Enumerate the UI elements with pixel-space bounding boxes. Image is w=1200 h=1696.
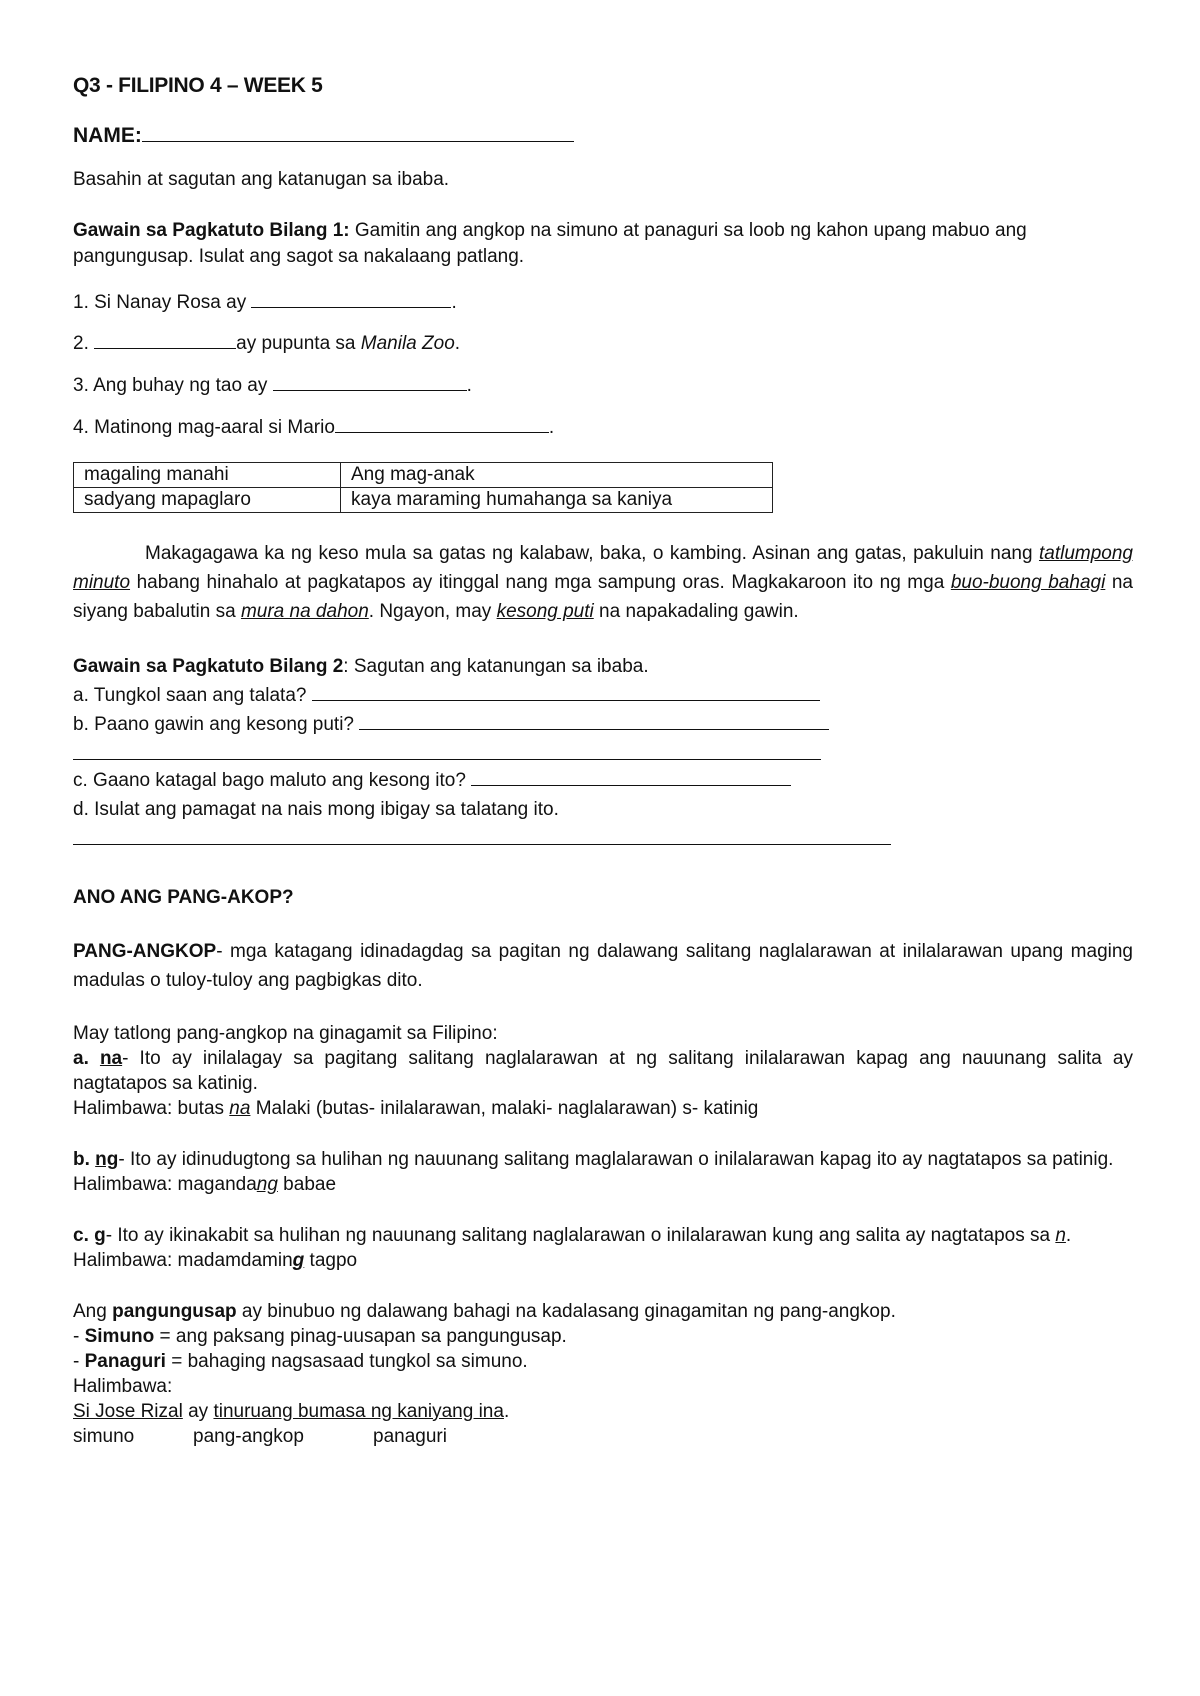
word-box-cell: magaling manahi (74, 463, 341, 488)
item-2-blank[interactable] (94, 329, 236, 349)
item-4-text: 4. Matinong mag-aaral si Mario (73, 416, 335, 438)
question-a (73, 681, 1133, 710)
worksheet-title: Q3 - FILIPINO 4 – WEEK 5 (73, 74, 323, 97)
rule-a-label: a. (73, 1047, 100, 1069)
question-a-text: a. Tungkol saan ang talata? (73, 685, 312, 707)
definition-term: PANG-ANGKOP (73, 940, 217, 962)
item-3-blank[interactable] (273, 371, 467, 391)
lesson-heading: ANO ANG PANG-AKOP? (73, 887, 294, 909)
rule-c-term: g (94, 1224, 106, 1246)
rule-c-example (73, 1248, 1133, 1273)
passage-text: na napakadaling gawin. (593, 601, 799, 623)
question-b-text: b. Paano gawin ang kesong puti? (73, 714, 360, 736)
question-b-blank[interactable] (359, 710, 829, 730)
worksheet-content (73, 72, 1133, 1449)
rule-a-term: na (99, 1047, 123, 1069)
item-4 (73, 413, 1133, 441)
passage-underlined: tatlumpong minuto (73, 543, 1133, 594)
example-text: Halimbawa: butas (73, 1097, 230, 1119)
question-b (73, 710, 1133, 739)
example-label: Halimbawa: (73, 1375, 173, 1397)
example-text: Malaki (butas- inilalarawan, malaki- naglalarawan) s- katinig (250, 1097, 759, 1119)
pangungusap-definition (73, 1299, 1133, 1324)
definition-text: - mga katagang idinadagdag sa pagitan ng dalawang salitang naglalarawan at inilalarawan upang maging madulas o tuloy-tuloy ang pagbigkas dito. (73, 940, 1133, 991)
example-text: . (503, 1400, 510, 1422)
question-a-blank[interactable] (312, 681, 820, 701)
bullet: - (73, 1325, 85, 1347)
item-3 (73, 371, 1133, 399)
bullet: - (73, 1350, 85, 1372)
example-underlined: g (292, 1249, 305, 1271)
pang-angkop-definition (73, 937, 1133, 995)
rule-c-underlined: n (1055, 1224, 1066, 1246)
simuno-tag: simuno (73, 1425, 135, 1447)
rule-a (73, 1046, 1133, 1096)
instruction-text: Basahin at sagutan ang katanugan sa ibaba. (73, 168, 450, 190)
name-blank[interactable] (142, 120, 574, 142)
rule-b-text: - Ito ay idinudugtong sa hulihan ng nauunang salitang maglalarawan o inilalarawan kapag ito ay nagtatapos sa patinig. (118, 1148, 1114, 1170)
rule-a-example (73, 1096, 1133, 1121)
question-d-blank-line[interactable] (73, 824, 891, 845)
panaguri-text: = bahaging nagsasaad tungkol sa simuno. (165, 1350, 528, 1372)
rule-b-label: b. (73, 1148, 96, 1170)
rule-c-end: . (1065, 1224, 1072, 1246)
example-simuno: Si Jose Rizal (73, 1400, 183, 1422)
example-underlined: na (229, 1097, 251, 1119)
question-c (73, 766, 1133, 795)
word-box-cell: Ang mag-anak (341, 463, 773, 488)
rule-c-label: c. (73, 1224, 95, 1246)
item-3-text: 3. Ang buhay ng tao ay (73, 374, 273, 396)
question-d: d. Isulat ang pamagat na nais mong ibigay sa talatang ito. (73, 799, 559, 821)
item-3-end: . (466, 374, 472, 396)
item-2 (73, 329, 1133, 357)
word-box-table (73, 462, 773, 513)
passage-text: . Ngayon, may (368, 601, 497, 623)
question-c-blank[interactable] (471, 766, 791, 786)
gawain1-text: Gamitin ang angkop na simuno at panaguri sa loob ng kahon upang mabuo ang pangungusap. Isulat ang sagot sa nakalaang patlang. (73, 220, 1027, 267)
example-text: Halimbawa: maganda (73, 1173, 257, 1195)
reading-passage (73, 539, 1133, 626)
pangungusap-text: Ang (73, 1300, 113, 1322)
item-4-end: . (548, 416, 555, 438)
pangungusap-term: pangungusap (112, 1300, 237, 1322)
lesson-intro: May tatlong pang-angkop na ginagamit sa Filipino: (73, 1022, 498, 1044)
simuno-text: = ang paksang pinag-uusapan sa pangungusap. (154, 1325, 567, 1347)
example-parts-labels (73, 1424, 1133, 1449)
item-2-text: ay pupunta sa (236, 333, 361, 355)
rule-c-text: - Ito ay ikinakabit sa hulihan ng nauunang salitang naglalarawan o inilalarawan kung ang salita ay nagtatapos sa (105, 1224, 1056, 1246)
item-4-blank[interactable] (335, 413, 549, 433)
gawain2-instruction (73, 652, 1133, 681)
item-2-end: . (454, 333, 461, 355)
panaguri-tag: panaguri (373, 1425, 447, 1447)
rule-c (73, 1223, 1133, 1248)
panaguri-term: Panaguri (84, 1350, 166, 1372)
simuno-definition (73, 1324, 1133, 1349)
word-box-row (74, 488, 773, 513)
pangungusap-text: ay binubuo ng dalawang bahagi na kadalasang ginagamitan ng pang-angkop. (236, 1300, 896, 1322)
rule-b-example (73, 1172, 1133, 1197)
panaguri-definition (73, 1349, 1133, 1374)
passage-underlined: kesong puti (496, 601, 594, 623)
gawain2-text: : Sagutan ang katanungan sa ibaba. (343, 656, 649, 678)
word-box-cell: kaya maraming humahanga sa kaniya (341, 488, 773, 513)
rule-b (73, 1147, 1133, 1172)
passage-text: habang hinahalo at pagkatapos ay itinggal nang mga sampung oras. Magkakaroon ito ng mga (130, 572, 951, 594)
item-2-place: Manila Zoo (360, 333, 455, 355)
word-box-row (74, 463, 773, 488)
passage-underlined: mura na dahon (240, 601, 369, 623)
gawain1-label: Gawain sa Pagkatuto Bilang 1: (73, 220, 350, 242)
item-1 (73, 288, 1133, 316)
example-text: tagpo (304, 1249, 358, 1271)
example-text: babae (277, 1173, 337, 1195)
gawain2-label: Gawain sa Pagkatuto Bilang 2 (73, 656, 344, 678)
simuno-term: Simuno (84, 1325, 155, 1347)
item-1-text: 1. Si Nanay Rosa ay (73, 291, 252, 313)
example-sentence (73, 1399, 1133, 1424)
pang-angkop-tag: pang-angkop (193, 1425, 304, 1447)
item-1-end: . (451, 291, 457, 313)
name-row (73, 120, 1133, 150)
passage-underlined: buo-buong bahagi (950, 572, 1106, 594)
passage-text: na siyang babalutin sa (73, 572, 1133, 623)
word-box-cell: sadyang mapaglaro (74, 488, 341, 513)
example-text: ay (182, 1400, 214, 1422)
rule-a-text: - Ito ay inilalagay sa pagitang salitang naglalarawan at ng salitang inilalarawan kapag ang nauunang salita ay nagtatapos sa katinig. (73, 1047, 1133, 1094)
item-2-number: 2. (73, 333, 95, 355)
rule-b-term: ng (95, 1148, 119, 1170)
name-label: NAME: (73, 124, 142, 148)
example-panaguri: tinuruang bumasa ng kaniyang ina (213, 1400, 504, 1422)
question-c-text: c. Gaano katagal bago maluto ang kesong ito? (73, 770, 472, 792)
item-1-blank[interactable] (251, 288, 451, 308)
question-b-blank-line[interactable] (73, 739, 821, 760)
example-text: Halimbawa: madamdamin (73, 1249, 293, 1271)
example-underlined: ng (256, 1173, 278, 1195)
gawain1-instruction (73, 218, 1133, 269)
passage-text: Makagagawa ka ng keso mula sa gatas ng kalabaw, baka, o kambing. Asinan ang gatas, pakuluin nang (145, 543, 1039, 565)
